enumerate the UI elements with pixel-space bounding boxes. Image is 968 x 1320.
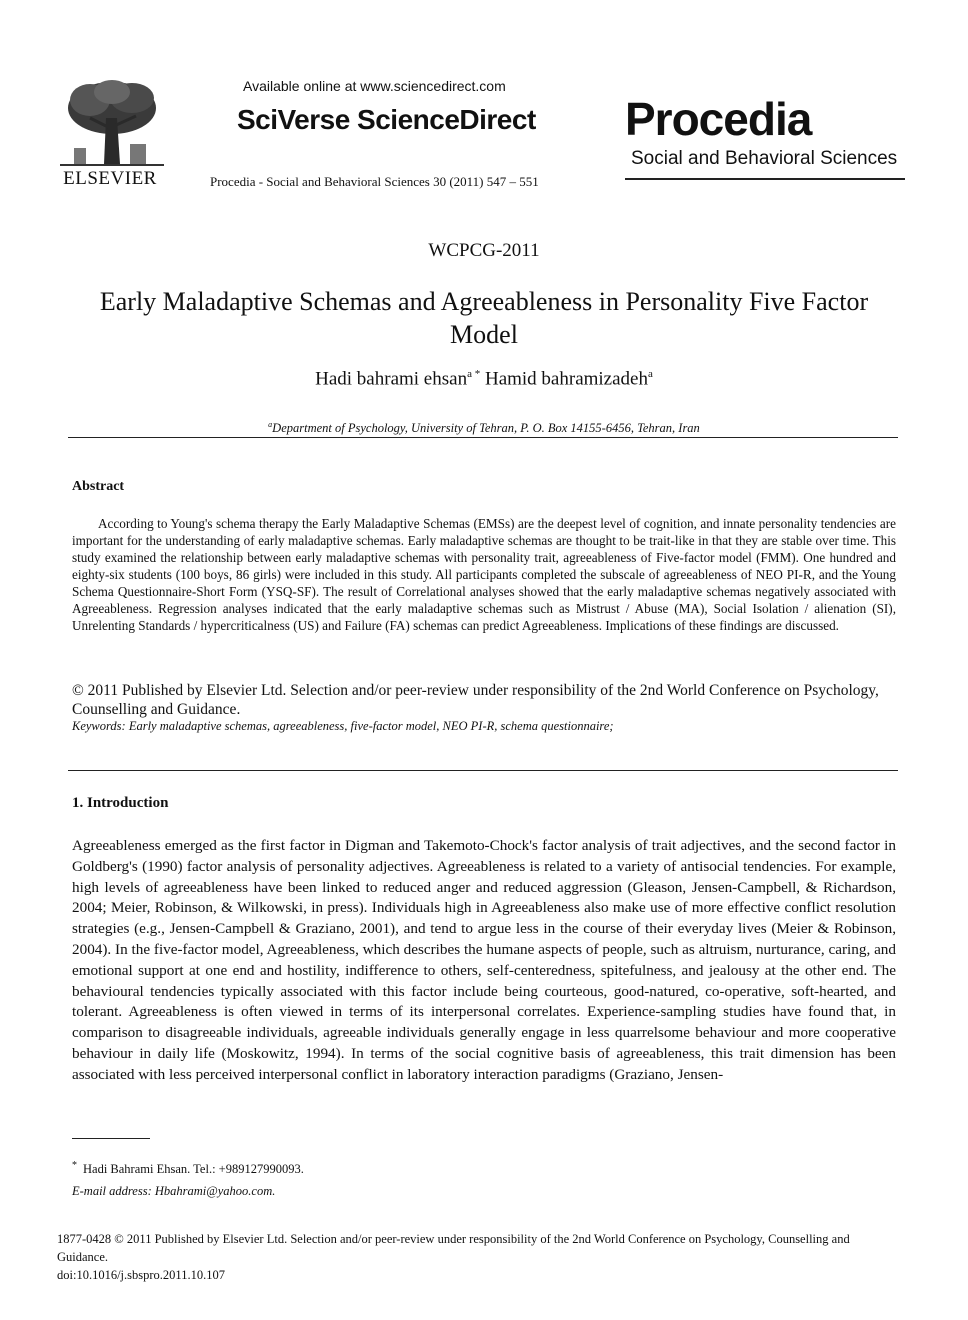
footnote-email <box>72 1184 275 1199</box>
publisher-name: ELSEVIER <box>63 168 157 189</box>
abstract-text: According to Young's schema therapy the Early Maladaptive Schemas (EMSs) are the deepest level of cognition, and innate personality tendencies are important for the understanding of early maladaptive schemas. Early maladaptive schemas are thought to be trait-like in that they are stable over time. This study examined the relationship between early maladaptive schemas with personality trait, agreeableness of Five-factor model (FMM). One hundred and eighty-six students (100 boys, 86 girls) were included in this study. All participants completed the subscale of agreeableness of NEO PI-R, and the Young Schema Questionnaire-Short Form (YSQ-SF). The result of Correlational analyses showed that the early maladaptive schemas negatively associated with Agreeableness. Regression analyses indicated that the early maladaptive schemas such as Mistrust / Abuse (MA), Social Isolation / alienation (SI), Unrelenting Standards / hypercriticalness (US) and Failure (FA) schemas can predict Agreeableness. Implications of these findings are discussed. <box>72 516 896 633</box>
introduction-text: Agreeableness emerged as the first factor in Digman and Takemoto-Chock's factor analysis of trait adjectives, and the second factor in Goldberg's (1990) factor analysis of personality adjectives. Agreeableness is related to a variety of antisocial tendencies. For example, high levels of agreeableness have been linked to reduced anger and reduced aggression (Gleason, Jensen-Campbell, & Richardson, 2004; Meier, Robinson, & Wilkowski, in press). Individuals high in Agreeableness also make use of more effective conflict resolution strategies (e.g., Jensen-Campbell & Graziano, 2001), and tend to argue less in the course of their everyday lives (Meier & Robinson, 2004). In the five-factor model, Agreeableness, which describes the humane aspects of people, such as altruism, nurturance, caring, and emotional support at one end and hostility, indifference to others, self-centeredness, spitefulness, and jealousy at the other end. The behavioural tendencies typically associated with this factor include being courteous, good-natured, co-operative, soft-hearted, and tolerant. Agreeableness is often viewed in terms of its interpersonal correlates. Experience-sampling studies have found that, in comparison to disagreeable individuals, agreeable individuals generally engage in less quarrelsome behaviour and more cooperative behaviour in daily life (Moskowitz, 1994). In terms of the social cognitive basis of agreeableness, this trait dimension has been associated with less perceived interpersonal conflict in laboratory interaction paradigms (Graziano, Jensen- <box>72 837 896 1083</box>
journal-logo-rule <box>625 178 905 180</box>
paper-title: Early Maladaptive Schemas and Agreeableness in Personality Five Factor Model <box>99 287 869 349</box>
conference-name: WCPCG-2011 <box>428 240 540 261</box>
header-divider <box>68 437 898 438</box>
abstract-heading: Abstract <box>72 479 125 494</box>
available-online: Available online at www.sciencedirect.com <box>243 78 506 94</box>
abstract-divider <box>68 770 898 771</box>
footnote-contact-text: Hadi Bahrami Ehsan. Tel.: +989127990093. <box>83 1162 304 1177</box>
tree-icon <box>60 78 164 170</box>
affiliation <box>0 420 968 436</box>
introduction-heading: 1. Introduction <box>72 795 169 811</box>
author-2-marks: a <box>647 368 653 380</box>
journal-logo-title: Procedia <box>625 93 812 145</box>
author-2: Hamid bahramizadeh <box>484 368 648 390</box>
affiliation-mark: a <box>268 420 273 429</box>
doi: doi:10.1016/j.sbspro.2011.10.107 <box>57 1268 225 1282</box>
author-1-marks: a * <box>467 368 481 380</box>
footnote-email-text: E-mail address: Hbahrami@yahoo.com. <box>72 1184 276 1198</box>
footnote-mark: * <box>72 1160 77 1171</box>
platform-name: SciVerse ScienceDirect <box>237 104 536 135</box>
affiliation-text: Department of Psychology, University of Tehran, P. O. Box 14155-6456, Tehran, Iran <box>272 421 700 436</box>
journal-reference: Procedia - Social and Behavioral Sciences 30 (2011) 547 – 551 <box>210 174 539 189</box>
footnote-rule <box>72 1138 150 1139</box>
footnote-contact <box>72 1160 304 1177</box>
author-list <box>0 368 968 390</box>
page-footer <box>57 1230 887 1284</box>
journal-logo-subtitle: Social and Behavioral Sciences <box>631 148 898 169</box>
keywords: Keywords: Early maladaptive schemas, agreeableness, five-factor model, NEO PI-R, schema questionnaire; <box>72 719 614 733</box>
abstract-copyright: © 2011 Published by Elsevier Ltd. Selection and/or peer-review under responsibility of the 2nd World Conference on Psychology, Counselling and Guidance. <box>72 682 879 718</box>
issn-line: 1877-0428 © 2011 Published by Elsevier Ltd. Selection and/or peer-review under responsibility of the 2nd World Conference on Psychology, Counselling and Guidance. <box>57 1232 850 1264</box>
author-1: Hadi bahrami ehsan <box>315 368 468 390</box>
